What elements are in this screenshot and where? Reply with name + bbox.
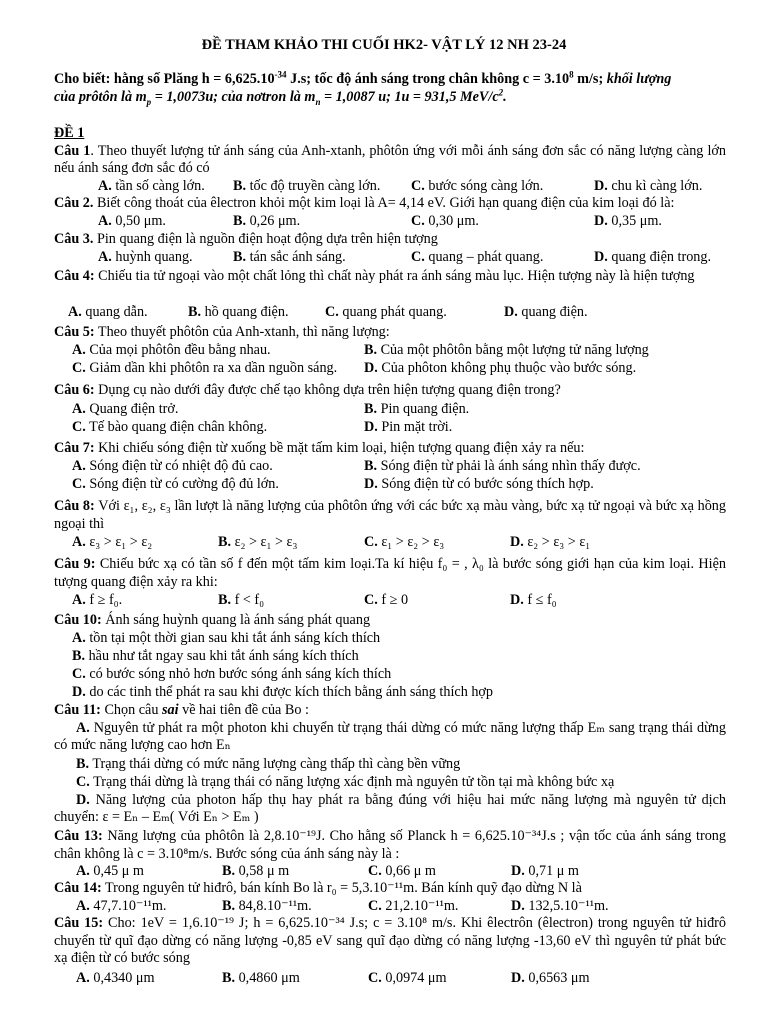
- question-10: [54, 612, 726, 629]
- option-text: 0,66 μ m: [385, 863, 436, 879]
- question-label: Câu 3.: [54, 231, 94, 247]
- givens-text: m/s;: [573, 71, 607, 87]
- option-letter: B.: [218, 534, 232, 550]
- option-text: 0,30 μm.: [428, 213, 479, 229]
- option-text: Pin mặt trời.: [381, 419, 453, 435]
- option-a: [68, 304, 148, 321]
- question-text: Chiếu bức xạ có tần số f đến một tấm kim loại.Ta kí hiệu f₀ = , λ₀ là bước sóng giới hạn của kim loại. Hiện tượng quang điện xảy ra khi:: [54, 556, 726, 590]
- option-b: [188, 304, 289, 321]
- option-c: [76, 774, 614, 791]
- option-text: 132,5.10⁻¹¹m.: [528, 898, 609, 914]
- option-letter: A.: [72, 534, 86, 550]
- option-letter: C.: [411, 213, 425, 229]
- option-text: f < f₀: [234, 592, 265, 608]
- option-letter: C.: [368, 898, 382, 914]
- option-b: [222, 970, 300, 987]
- option-text: quang – phát quang.: [428, 249, 544, 265]
- option-text: 47,7.10⁻¹¹m.: [93, 898, 167, 914]
- option-a: [98, 249, 193, 266]
- question-14: [54, 880, 726, 897]
- option-letter: A.: [76, 863, 90, 879]
- option-letter: C.: [364, 592, 378, 608]
- option-letter: A.: [72, 630, 86, 646]
- option-letter: D.: [510, 534, 524, 550]
- option-b: [364, 342, 649, 359]
- option-letter: A.: [68, 304, 82, 320]
- option-d: [72, 684, 493, 701]
- option-letter: D.: [364, 476, 378, 492]
- option-b: [233, 213, 300, 230]
- option-text: Sóng điện từ có cường độ đủ lớn.: [89, 476, 279, 492]
- option-letter: A.: [72, 342, 86, 358]
- option-a: [54, 720, 726, 754]
- option-letter: C.: [72, 419, 86, 435]
- option-text: tốc độ truyền càng lớn.: [249, 178, 381, 194]
- option-d: [504, 304, 588, 321]
- option-text: quang điện.: [521, 304, 588, 320]
- option-text: 0,45 μ m: [93, 863, 144, 879]
- question-15: [54, 915, 726, 968]
- option-text: tồn tại một thời gian sau khi tắt ánh sáng kích thích: [89, 630, 381, 646]
- option-letter: D.: [594, 213, 608, 229]
- givens-sup: 8: [569, 69, 574, 80]
- question-8: [54, 497, 726, 533]
- question-2: [54, 195, 726, 212]
- option-b: [364, 401, 469, 418]
- option-text: Nguyên tử phát ra một photon khi chuyển từ trạng thái dừng có mức năng lượng thấp Eₘ sang trạng thái dừng có mức năng lượng cao hơn Eₙ: [54, 720, 726, 753]
- option-c: [368, 898, 458, 915]
- option-text: Sóng điện từ có bước sóng thích hợp.: [381, 476, 594, 492]
- option-letter: D.: [364, 360, 378, 376]
- option-text: Năng lượng của photon hấp thụ hay phát ra bằng đúng với hiệu hai mức năng lượng mà nguyên tử dịch chuyển: ε = Eₙ – Eₘ( Với Eₙ > Eₘ ): [54, 792, 727, 825]
- question-label: Câu 7:: [54, 440, 95, 456]
- option-text: 0,0974 μm: [385, 970, 447, 986]
- givens-sub: n: [315, 96, 321, 107]
- option-text: Giảm dần khi phôtôn ra xa dần nguồn sáng.: [89, 360, 338, 376]
- option-letter: C.: [76, 774, 90, 790]
- section-heading: ĐỀ 1: [54, 125, 85, 141]
- option-b: [218, 592, 264, 609]
- option-b: [76, 756, 460, 773]
- option-a: [72, 592, 122, 609]
- question-text: Theo thuyết phôtôn của Anh-xtanh, thì năng lượng:: [94, 324, 390, 340]
- option-letter: C.: [72, 360, 86, 376]
- question-label: Câu 5:: [54, 324, 95, 340]
- question-text: Khi chiếu sóng điện từ xuống bề mặt tấm kim loại, hiện tượng quang điện xảy ra nếu:: [94, 440, 585, 456]
- option-a: [76, 970, 155, 987]
- option-letter: A.: [76, 720, 90, 736]
- option-d: [511, 863, 579, 880]
- option-letter: A.: [72, 401, 86, 417]
- option-letter: B.: [222, 863, 236, 879]
- option-text: ε₂ > ε₁ > ε₃: [234, 534, 298, 550]
- question-label: Câu 8:: [54, 498, 95, 514]
- option-text: f ≤ f₀: [527, 592, 557, 608]
- givens-text: của prôtôn là m: [54, 89, 147, 105]
- question-text: Năng lượng của phôtôn là 2,8.10⁻¹⁹J. Cho hằng số Planck h = 6,625.10⁻³⁴J.s ; vận tốc của ánh sáng trong chân không là c = 3.10⁸m/s. Bước sóng của ánh sáng này là :: [54, 828, 726, 862]
- option-letter: B.: [222, 970, 236, 986]
- option-letter: A.: [98, 178, 112, 194]
- question-text: Trong nguyên tử hiđrô, bán kính Bo là r₀ = 5,3.10⁻¹¹m. Bán kính quỹ đạo dừng N là: [101, 880, 582, 896]
- option-c: [364, 592, 408, 609]
- option-text: quang điện trong.: [611, 249, 712, 265]
- question-label: Câu 1: [54, 143, 91, 159]
- option-b: [233, 249, 346, 266]
- givens-text: = 1,0087 u; 1u = 931,5 MeV/c: [320, 89, 499, 105]
- option-letter: B.: [233, 178, 247, 194]
- option-text: 0,50 μm.: [115, 213, 166, 229]
- question-text: Với ε₁, ε₂, ε₃ lần lượt là năng lượng của phôtôn ứng với các bức xạ màu vàng, bức xạ tử ngoại và bức xạ hồng ngoại thì: [54, 498, 726, 532]
- givens-text: Cho biết: hằng số Plăng h = 6,625.10: [54, 71, 275, 87]
- givens-sup: -34: [274, 69, 287, 80]
- option-letter: B.: [364, 342, 378, 358]
- option-d: [511, 898, 609, 915]
- option-c: [411, 213, 479, 230]
- option-letter: D.: [76, 792, 90, 808]
- option-text: hồ quang điện.: [204, 304, 289, 320]
- question-emphasis: sai: [161, 702, 179, 718]
- question-text: Dụng cụ nào dưới đây được chế tạo không dựa trên hiện tượng quang điện trong?: [94, 382, 561, 398]
- page-title: ĐỀ THAM KHẢO THI CUỐI HK2- VẬT LÝ 12 NH 23-24: [201, 37, 567, 53]
- question-label: Câu 13:: [54, 828, 103, 844]
- option-d: [364, 360, 636, 377]
- option-letter: D.: [511, 863, 525, 879]
- question-label: Câu 10:: [54, 612, 102, 628]
- option-d: [594, 213, 662, 230]
- option-letter: B.: [218, 592, 232, 608]
- question-11: [54, 702, 726, 719]
- option-text: huỳnh quang.: [115, 249, 193, 265]
- option-a: [76, 863, 144, 880]
- option-text: 84,8.10⁻¹¹m.: [238, 898, 312, 914]
- option-a: [72, 630, 380, 647]
- option-letter: D.: [364, 419, 378, 435]
- option-text: 0,6563 μm: [528, 970, 590, 986]
- option-c: [368, 970, 447, 987]
- option-letter: D.: [504, 304, 518, 320]
- option-d: [510, 534, 590, 551]
- question-label: Câu 4:: [54, 268, 95, 284]
- option-text: 0,58 μ m: [238, 863, 290, 879]
- option-b: [218, 534, 297, 551]
- option-b: [364, 458, 641, 475]
- question-text: Cho: 1eV = 1,6.10⁻¹⁹ J; h = 6,625.10⁻³⁴ J.s; c = 3.10⁸ m/s. Khi êlectrôn (êlectron) trong nguyên tử hiđrô chuyển từ quĩ đạo dừng có năng lượng -0,85 eV sang quĩ đạo dừng có năng lượng -13,60 eV thì nguyên tử phát bức xạ điện từ có bước sóng: [54, 915, 726, 966]
- question-label: Câu 14:: [54, 880, 102, 896]
- option-text: Sóng điện từ phải là ánh sáng nhìn thấy được.: [380, 458, 641, 474]
- option-c: [325, 304, 447, 321]
- option-text: quang phát quang.: [342, 304, 447, 320]
- option-c: [72, 360, 337, 377]
- option-letter: B.: [188, 304, 202, 320]
- option-d: [510, 592, 557, 609]
- given-constants: [54, 70, 726, 106]
- option-letter: B.: [364, 401, 378, 417]
- option-letter: B.: [222, 898, 236, 914]
- option-text: Của mọi phôtôn đều bằng nhau.: [89, 342, 271, 358]
- question-text: Chọn câu: [100, 702, 162, 718]
- option-text: f ≥ 0: [381, 592, 409, 608]
- option-d: [364, 476, 594, 493]
- option-a: [76, 898, 166, 915]
- option-letter: A.: [72, 458, 86, 474]
- option-d: [511, 970, 590, 987]
- option-letter: D.: [511, 970, 525, 986]
- option-c: [72, 419, 267, 436]
- option-letter: B.: [72, 648, 86, 664]
- option-letter: A.: [98, 213, 112, 229]
- option-letter: A.: [76, 898, 90, 914]
- question-label: Câu 2.: [54, 195, 94, 211]
- option-text: Trạng thái dừng là trạng thái có năng lượng xác định mà nguyên tử tồn tại mà không bức xạ: [93, 774, 615, 790]
- option-d: [594, 249, 711, 266]
- question-1: [54, 143, 726, 177]
- question-label: Câu 15:: [54, 915, 104, 931]
- givens-sup: 2: [498, 87, 504, 98]
- option-text: bước sóng càng lớn.: [428, 178, 544, 194]
- givens-text: khối lượng: [606, 71, 672, 87]
- option-text: ε₂ > ε₃ > ε₁: [527, 534, 591, 550]
- option-a: [98, 213, 166, 230]
- question-5: [54, 324, 726, 341]
- option-text: ε₃ > ε₁ > ε₂: [89, 534, 153, 550]
- option-letter: A.: [98, 249, 112, 265]
- option-text: 0,35 μm.: [611, 213, 662, 229]
- question-text: Pin quang điện là nguồn điện hoạt động dựa trên hiện tượng: [93, 231, 438, 247]
- option-text: có bước sóng nhỏ hơn bước sóng ánh sáng kích thích: [89, 666, 392, 682]
- option-c: [411, 178, 543, 195]
- question-7: [54, 440, 726, 457]
- option-a: [72, 342, 271, 359]
- givens-text: J.s; tốc độ ánh sáng trong chân không c = 3.10: [286, 71, 570, 87]
- option-text: 0,26 μm.: [249, 213, 301, 229]
- option-text: quang dẫn.: [85, 304, 148, 320]
- question-text: Ánh sáng huỳnh quang là ánh sáng phát quang: [101, 612, 371, 628]
- option-letter: B.: [364, 458, 378, 474]
- option-d: [594, 178, 702, 195]
- option-d: [364, 419, 452, 436]
- option-text: hầu như tắt ngay sau khi tắt ánh sáng kích thích: [88, 648, 359, 664]
- question-4: [54, 267, 726, 285]
- question-6: [54, 382, 726, 399]
- option-text: ε₁ > ε₂ > ε₃: [381, 534, 445, 550]
- option-letter: A.: [76, 970, 90, 986]
- option-text: Pin quang điện.: [380, 401, 470, 417]
- option-c: [72, 666, 391, 683]
- option-text: 0,4340 μm: [93, 970, 155, 986]
- option-a: [72, 401, 178, 418]
- option-b: [233, 178, 380, 195]
- option-b: [72, 648, 359, 665]
- option-letter: B.: [233, 249, 247, 265]
- option-letter: C.: [72, 666, 86, 682]
- option-letter: B.: [76, 756, 90, 772]
- option-text: tần số càng lớn.: [115, 178, 205, 194]
- question-text: về hai tiên đề của Bo :: [178, 702, 309, 718]
- option-c: [411, 249, 543, 266]
- option-text: 21,2.10⁻¹¹m.: [385, 898, 459, 914]
- option-letter: D.: [510, 592, 524, 608]
- option-c: [368, 863, 436, 880]
- question-3: [54, 231, 726, 248]
- option-text: Tế bào quang điện chân không.: [89, 419, 268, 435]
- option-letter: D.: [594, 178, 608, 194]
- option-letter: C.: [325, 304, 339, 320]
- option-letter: C.: [368, 970, 382, 986]
- option-a: [72, 534, 152, 551]
- option-text: f ≥ f₀.: [89, 592, 123, 608]
- option-b: [222, 863, 289, 880]
- question-label: Câu 9:: [54, 556, 96, 572]
- givens-text: .: [503, 89, 507, 105]
- option-text: Của một phôtôn bằng một lượng tử năng lượng: [380, 342, 649, 358]
- option-letter: D.: [72, 684, 86, 700]
- question-label: Câu 11:: [54, 702, 101, 718]
- option-b: [222, 898, 312, 915]
- option-text: do các tinh thể phát ra sau khi được kích thích bằng ánh sáng thích hợp: [89, 684, 494, 700]
- option-letter: B.: [233, 213, 247, 229]
- option-text: chu kì càng lớn.: [611, 178, 703, 194]
- option-letter: C.: [364, 534, 378, 550]
- option-text: Quang điện trở.: [89, 401, 179, 417]
- question-text: . Theo thuyết lượng tử ánh sáng của Anh-xtanh, phôtôn ứng với mỗi ánh sáng đơn sắc có năng lượng càng lớn nếu ánh sáng đơn sắc đó có: [54, 143, 726, 176]
- option-a: [72, 458, 273, 475]
- option-a: [98, 178, 205, 195]
- question-text: Chiếu tia tử ngoại vào một chất lỏng thì chất này phát ra ánh sáng màu lục. Hiện tượng này là hiện tượng: [94, 268, 695, 284]
- question-text: Biết công thoát của êlectron khỏi một kim loại là A= 4,14 eV. Giới hạn quang điện của kim loại đó là:: [93, 195, 675, 211]
- option-text: Của phôton không phụ thuộc vào bước sóng.: [381, 360, 637, 376]
- option-letter: A.: [72, 592, 86, 608]
- option-letter: D.: [594, 249, 608, 265]
- question-13: [54, 827, 726, 863]
- option-letter: C.: [411, 178, 425, 194]
- option-text: tán sắc ánh sáng.: [249, 249, 346, 265]
- option-text: Sóng điện từ có nhiệt độ đủ cao.: [89, 458, 273, 474]
- givens-sub: p: [146, 96, 152, 107]
- option-letter: D.: [511, 898, 525, 914]
- question-9: [54, 555, 726, 591]
- option-c: [364, 534, 444, 551]
- option-letter: C.: [72, 476, 86, 492]
- option-text: 0,4860 μm: [238, 970, 300, 986]
- givens-text: = 1,0073u; của nơtron là m: [151, 89, 316, 105]
- option-text: Trạng thái dừng có mức năng lượng càng thấp thì càng bền vững: [92, 756, 461, 772]
- option-text: 0,71 μ m: [528, 863, 579, 879]
- option-letter: C.: [368, 863, 382, 879]
- question-label: Câu 6:: [54, 382, 95, 398]
- option-letter: C.: [411, 249, 425, 265]
- option-d: [54, 792, 726, 826]
- option-c: [72, 476, 279, 493]
